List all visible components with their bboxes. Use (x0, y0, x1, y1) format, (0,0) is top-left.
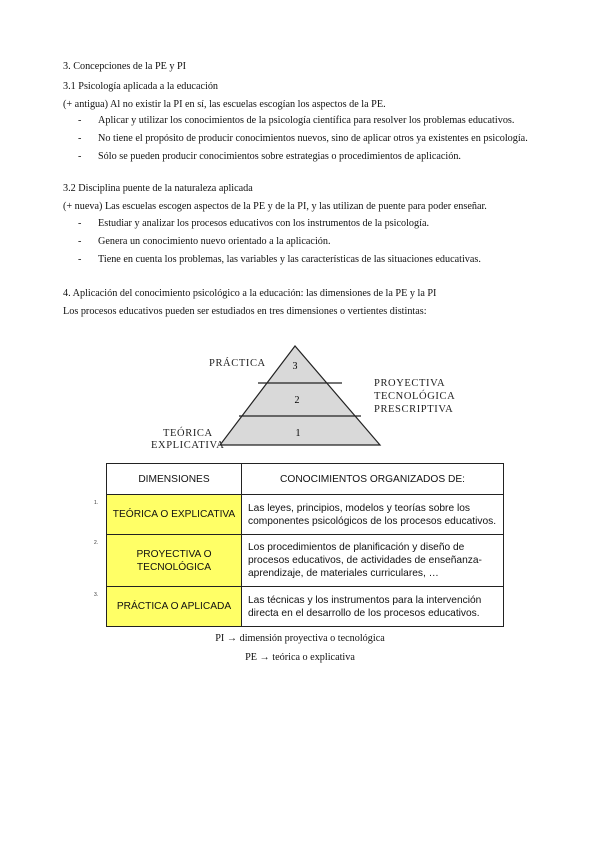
dimension-label: TEÓRICA O EXPLICATIVA (112, 509, 236, 520)
footer-line-pi: PI → dimensión proyectiva o tecnológica (215, 633, 385, 644)
section-3-1-bullet: - No tiene el propósito de producir conocimientos nuevos, sino de aplicar otros ya existentes en psicología. (78, 133, 528, 144)
section-4-title: 4. Aplicación del conocimiento psicológico a la educación: las dimensiones de la PE y la PI (63, 288, 437, 299)
pyramid-label-tecnologica: TECNOLÓGICA (374, 391, 456, 402)
header-dimensiones: DIMENSIONES (107, 464, 242, 495)
description-cell: Los procedimientos de planificación y diseño de procesos educativos, de actividades de enseñanza-aprendizaje, de materiales curriculares, … (242, 535, 504, 587)
table-row (107, 495, 504, 535)
dimension-cell (94, 495, 242, 535)
pyramid-label-teorica: TEÓRICA (163, 428, 213, 439)
pyramid-label-prescriptiva: PRESCRIPTIVA (374, 404, 454, 415)
pyramid-level-3: 3 (292, 361, 298, 372)
section-4-intro: Los procesos educativos pueden ser estudiados en tres dimensiones o vertientes distintas: (63, 306, 427, 317)
section-3-2-bullet: - Estudiar y analizar los procesos educativos con los instrumentos de la psicología. (78, 218, 430, 229)
dimension-label: PROYECTIVA O (136, 548, 212, 560)
pyramid-label-practica: PRÁCTICA (209, 358, 266, 369)
dimension-label: TECNOLÓGICA (136, 561, 212, 573)
description-cell: Las leyes, principios, modelos y teorías sobre los componentes psicológicos de los procesos educativos. (242, 495, 504, 535)
table-row (107, 587, 504, 627)
section-3-1-bullet: - Sólo se pueden producir conocimientos sobre estrategias o procedimientos de aplicación. (78, 151, 461, 162)
section-3-title: 3. Concepciones de la PE y PI (63, 61, 187, 72)
pyramid-level-2: 2 (294, 395, 300, 406)
dimension-label: PRÁCTICA O APLICADA (116, 601, 232, 612)
section-3-2-bullet: - Tiene en cuenta los problemas, las variables y las características de las situaciones educativas. (78, 254, 481, 265)
header-conocimientos: CONOCIMIENTOS ORGANIZADOS DE: (242, 464, 504, 495)
section-3-1-intro: (+ antigua) Al no existir la PI en sí, las escuelas escogían los aspectos de la PE. (63, 99, 386, 110)
table-header-row (107, 464, 504, 495)
dimensions-table (94, 463, 504, 627)
row-number: 2. (94, 540, 99, 546)
dimension-cell (94, 535, 242, 587)
dimension-cell (94, 587, 242, 627)
section-3-1-bullet: - Aplicar y utilizar los conocimientos de la psicología científica para resolver los problemas educativos. (78, 115, 515, 126)
section-3-2-title: 3.2 Disciplina puente de la naturaleza aplicada (63, 183, 253, 194)
pyramid-label-proyectiva: PROYECTIVA (374, 378, 446, 389)
section-3-2-intro: (+ nueva) Las escuelas escogen aspectos de la PE y de la PI, y las utilizan de puente para poder enseñar. (63, 201, 487, 212)
description-cell: Las técnicas y los instrumentos para la intervención directa en el desarrollo de los procesos educativos. (242, 587, 504, 627)
table-row (107, 535, 504, 587)
section-3-2-bullet: - Genera un conocimiento nuevo orientado a la aplicación. (78, 236, 331, 247)
row-number: 1. (94, 500, 99, 506)
pyramid-label-explicativa: EXPLICATIVA (151, 440, 225, 451)
row-number: 3. (94, 592, 99, 598)
pyramid-level-1: 1 (295, 428, 301, 439)
footer-line-pe: PE → teórica o explicativa (245, 652, 355, 663)
section-3-1-title: 3.1 Psicología aplicada a la educación (63, 81, 219, 92)
